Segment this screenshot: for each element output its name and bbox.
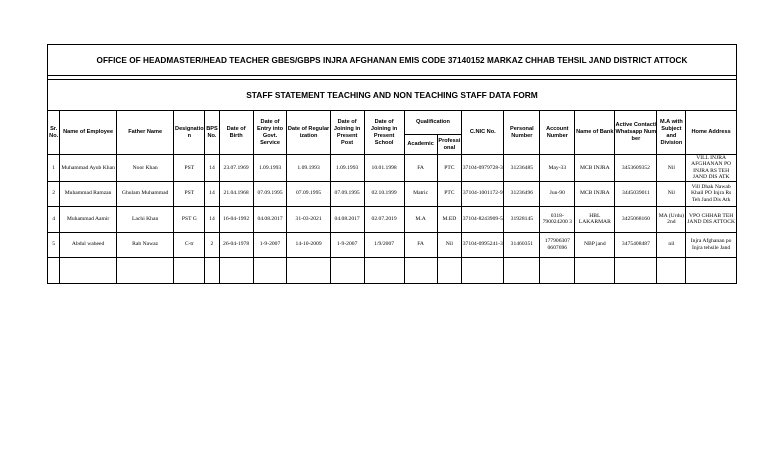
bps-cell: 14 (205, 181, 219, 206)
joining-school-cell: 02.07.2019 (364, 206, 404, 232)
account-no-cell: May-33 (540, 155, 575, 182)
bps-cell: 2 (205, 232, 219, 257)
col-father: Father Name (116, 111, 174, 155)
regularization-cell: 14-10-2009 (287, 232, 330, 257)
professional-cell: PTC (437, 155, 462, 182)
cnic-cell: 37104-0995241-3 (462, 232, 504, 257)
bank-cell: NBP jand (575, 232, 615, 257)
name-cell: Muhammad Ayub Khan (60, 155, 117, 182)
designation-cell: C-tr (174, 232, 205, 257)
col-address: Home Address (686, 111, 737, 155)
address-cell: VPO CHHAB TEH JAND DIS ATTOCK (686, 206, 737, 232)
table-row (48, 181, 737, 206)
cnic-cell: 37104-0979728-3 (462, 155, 504, 182)
sr-cell: 5 (48, 232, 60, 257)
ma-subject-cell: nil (657, 232, 686, 257)
joining-post-cell: 07.09.1995 (330, 181, 364, 206)
sr-cell: 1 (48, 155, 60, 182)
academic-cell: Matric (404, 181, 437, 206)
table-row (48, 206, 737, 232)
academic-cell: FA (404, 155, 437, 182)
personal-no-cell: 31236496 (504, 181, 540, 206)
personal-no-cell: 31928145 (504, 206, 540, 232)
bank-cell: MCB INJRA (575, 181, 615, 206)
dob-cell: 21.04.1968 (219, 181, 253, 206)
father-cell: Ghulam Muhammad (116, 181, 174, 206)
col-ma-subject: M.A with Subject and Division (657, 111, 686, 155)
bank-cell: HBL LAKARMAR (575, 206, 615, 232)
father-cell: Noor Khan (116, 155, 174, 182)
col-entry: Date of Entry into Govt. Service (253, 111, 287, 155)
designation-cell: PST (174, 155, 205, 182)
col-joining-school: Date of Joining in Present School (364, 111, 404, 155)
address-cell: Injra Afghanan po Injra tehsile Jand (686, 232, 737, 257)
col-bank: Name of Bank (575, 111, 615, 155)
col-designation: Designation (174, 111, 205, 155)
entry-cell: 04.08.2017 (253, 206, 287, 232)
joining-post-cell: 1-9-2007 (330, 232, 364, 257)
designation-cell: PST G (174, 206, 205, 232)
professional-cell: PTC (437, 181, 462, 206)
contact-cell: 3425068160 (615, 206, 657, 232)
designation-cell: PST (174, 181, 205, 206)
dob-cell: 26-04-1978 (219, 232, 253, 257)
contact-cell: 3475408487 (615, 232, 657, 257)
address-cell: VILL INJRA AFGHANAN PO INJRA RS TEH JAND DIS ATK (686, 155, 737, 182)
empty-row (48, 257, 737, 283)
professional-cell: Nil (437, 232, 462, 257)
account-no-cell: Jun-90 (540, 181, 575, 206)
academic-cell: FA (404, 232, 437, 257)
entry-cell: 1-9-2007 (253, 232, 287, 257)
joining-school-cell: 10.01.1998 (364, 155, 404, 182)
col-joining-post: Date of Joining in Present Post (330, 111, 364, 155)
staff-data-table (47, 44, 737, 284)
bank-cell: MCB INJRA (575, 155, 615, 182)
office-title: OFFICE OF HEADMASTER/HEAD TEACHER GBES/GBPS INJRA AFGHANAN EMIS CODE 37140152 MARKAZ CHHAB TEHSIL JAND DISTRICT ATTOCK (48, 45, 737, 76)
col-account-no: Account Number (540, 111, 575, 155)
name-cell: Muhammad Ramzan (60, 181, 117, 206)
regularization-cell: 1.09.1993 (287, 155, 330, 182)
col-dob: Date of Birth (219, 111, 253, 155)
contact-cell: 3453609352 (615, 155, 657, 182)
father-cell: Rab Nawaz (116, 232, 174, 257)
name-cell: Muhammad Aamir (60, 206, 117, 232)
joining-post-cell: 04.08.2017 (330, 206, 364, 232)
table-row (48, 232, 737, 257)
cnic-cell: 37104-1001172-9 (462, 181, 504, 206)
joining-school-cell: 1/9/2007 (364, 232, 404, 257)
dob-cell: 23.07.1969 (219, 155, 253, 182)
col-sr: Sr. No. (48, 111, 60, 155)
bps-cell: 14 (205, 155, 219, 182)
col-professional: Professional (437, 135, 462, 155)
father-cell: Lachi Khan (116, 206, 174, 232)
bps-cell: 14 (205, 206, 219, 232)
regularization-cell: 07.09.1995 (287, 181, 330, 206)
entry-cell: 07.09.1995 (253, 181, 287, 206)
col-qualification: Qualification (404, 111, 462, 135)
col-regularization: Date of Regularization (287, 111, 330, 155)
dob-cell: 16-04-1992 (219, 206, 253, 232)
contact-cell: 3445039011 (615, 181, 657, 206)
table-row (48, 155, 737, 182)
col-bps: BPS No. (205, 111, 219, 155)
ma-subject-cell: Nil (657, 181, 686, 206)
account-no-cell: 0318-790024200 3 (540, 206, 575, 232)
sr-cell: 4 (48, 206, 60, 232)
entry-cell: 1.09.1993 (253, 155, 287, 182)
ma-subject-cell: MA (Urdu) 2nd (657, 206, 686, 232)
col-cnic: C.NIC No. (462, 111, 504, 155)
regularization-cell: 31-03-2021 (287, 206, 330, 232)
col-contact: Active Contact/Whatsapp Number (615, 111, 657, 155)
address-cell: Vill Dhak Nawab Khail PO Injra Rs Teh Jand Dis Atk (686, 181, 737, 206)
name-cell: Abdul waheed (60, 232, 117, 257)
account-no-cell: 177906307 0607696 (540, 232, 575, 257)
ma-subject-cell: Nil (657, 155, 686, 182)
joining-school-cell: 02.10.1999 (364, 181, 404, 206)
professional-cell: M.ED (437, 206, 462, 232)
cnic-cell: 37104-8243909-5 (462, 206, 504, 232)
sr-cell: 2 (48, 181, 60, 206)
academic-cell: M.A (404, 206, 437, 232)
col-personal-no: Personal Number (504, 111, 540, 155)
col-name: Name of Employee (60, 111, 117, 155)
statement-title: STAFF STATEMENT TEACHING AND NON TEACHING STAFF DATA FORM (48, 80, 737, 111)
joining-post-cell: 1.09.1993 (330, 155, 364, 182)
personal-no-cell: 31460351 (504, 232, 540, 257)
personal-no-cell: 31236485 (504, 155, 540, 182)
col-academic: Academic (404, 135, 437, 155)
